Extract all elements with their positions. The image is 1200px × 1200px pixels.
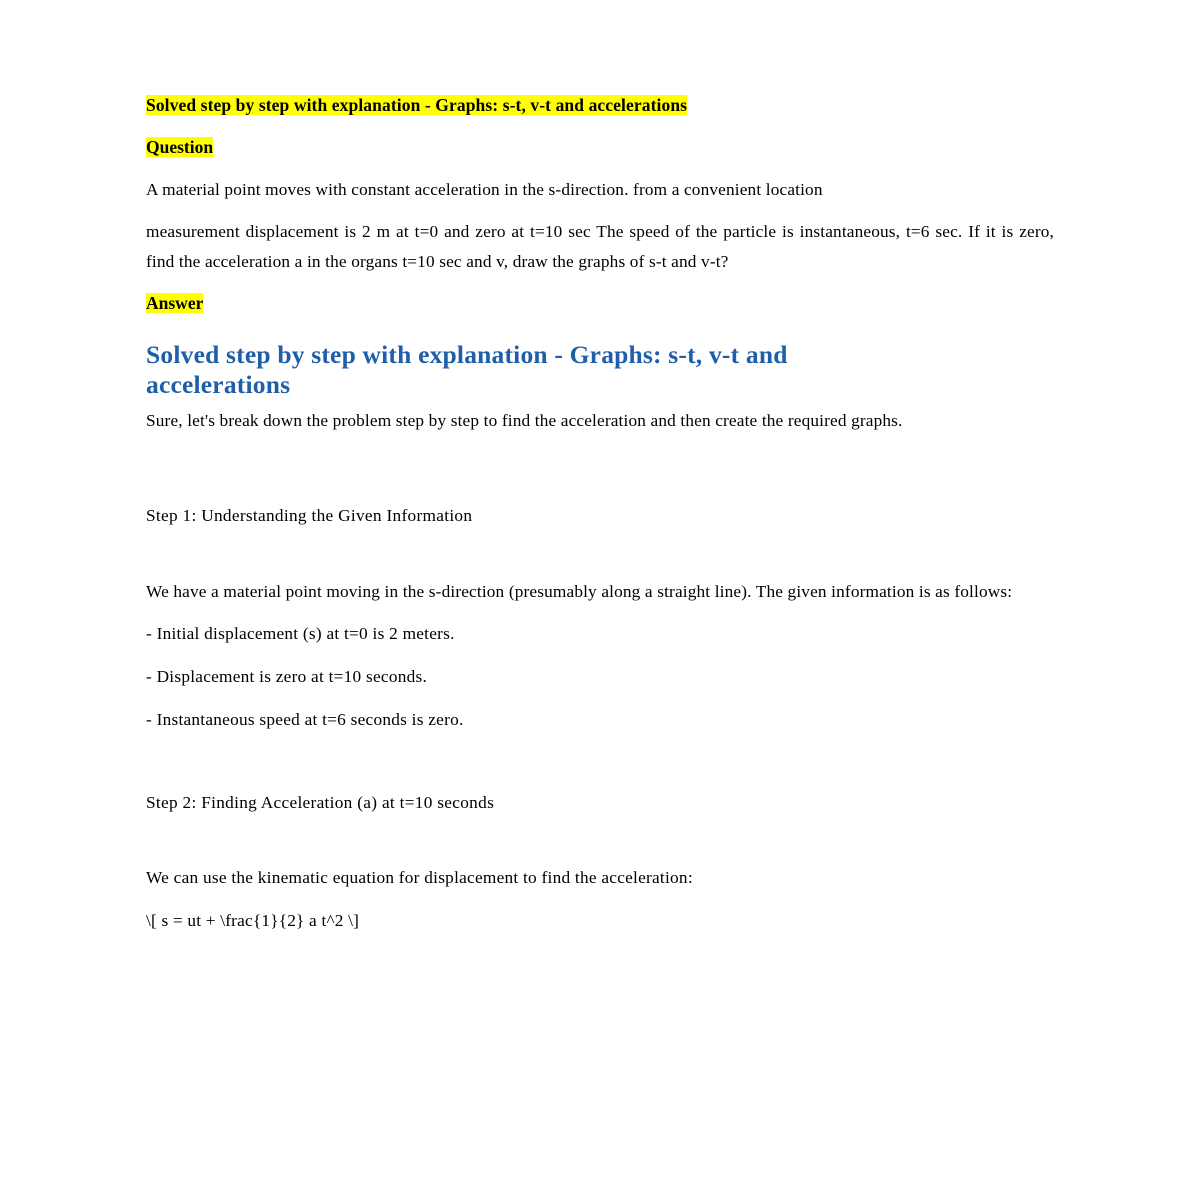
step2-formula: \[ s = ut + \frac{1}{2} a t^2 \]: [146, 911, 360, 931]
question-paragraph-1: A material point moves with constant acceleration in the s-direction. from a convenient location: [146, 179, 823, 199]
answer-intro: Sure, let's break down the problem step by step to find the acceleration and then create the required graphs.: [146, 411, 903, 431]
step1-heading: Step 1: Understanding the Given Information: [146, 505, 473, 525]
document-content: [146, 92, 1054, 936]
answer-heading-line-1: Solved step by step with explanation - Graphs: s-t, v-t and: [146, 340, 788, 369]
question-paragraph-2: measurement displacement is 2 m at t=0 and zero at t=10 sec The speed of the particle is instantaneous, t=6 sec. If it is zero, find the acceleration a in the organs t=10 sec and v, draw the graphs of s-t and v-t?: [146, 222, 1054, 271]
answer-label-line: [146, 290, 1054, 316]
page-title: Solved step by step with explanation - Graphs: s-t, v-t and accelerations: [146, 95, 688, 115]
question-label: Question: [146, 137, 214, 158]
question-label-line: [146, 134, 1054, 160]
step1-paragraph: We have a material point moving in the s-direction (presumably along a straight line). The given information is as follows:: [146, 581, 1013, 601]
answer-heading: [146, 340, 1054, 400]
step2-heading: Step 2: Finding Acceleration (a) at t=10 seconds: [146, 792, 495, 812]
step2-paragraph: We can use the kinematic equation for displacement to find the acceleration:: [146, 868, 693, 888]
spacer-before-step2: [146, 748, 1054, 788]
list-item: - Initial displacement (s) at t=0 is 2 meters.: [146, 624, 455, 644]
answer-heading-line-2: accelerations: [146, 370, 291, 400]
list-item: - Displacement is zero at t=10 seconds.: [146, 667, 428, 687]
spacer-after-step1-heading: [146, 531, 1054, 577]
spacer-before-step1: [146, 449, 1054, 501]
list-item: - Instantaneous speed at t=6 seconds is zero.: [146, 709, 464, 729]
answer-label: Answer: [146, 292, 204, 313]
spacer-after-step2-heading: [146, 817, 1054, 863]
document-title-line: [146, 92, 1054, 118]
